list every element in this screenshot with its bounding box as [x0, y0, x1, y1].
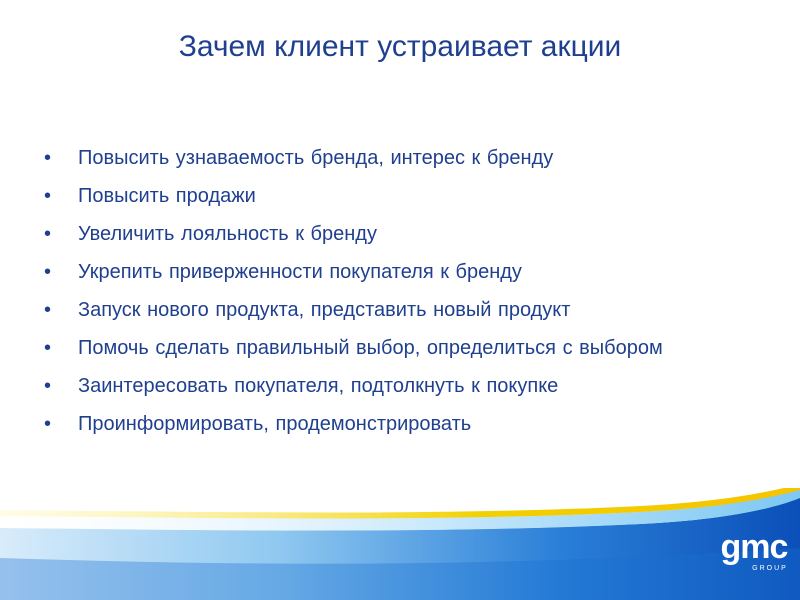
bullet-icon: •	[44, 299, 52, 321]
bullet-icon: •	[44, 261, 52, 283]
list-item	[44, 184, 754, 208]
list-item-text: Повысить продажи	[78, 185, 256, 207]
list-item	[44, 222, 754, 246]
list-item-text: Укрепить приверженности покупателя к бренду	[78, 261, 522, 283]
gmc-logo	[712, 526, 796, 572]
bullet-icon: •	[44, 185, 52, 207]
bullet-icon: •	[44, 223, 52, 245]
list-item-text: Заинтересовать покупателя, подтолкнуть к покупке	[78, 375, 559, 397]
bullet-list	[44, 146, 754, 450]
bullet-icon: •	[44, 147, 52, 169]
logo-subtext: GROUP	[752, 565, 788, 572]
list-item	[44, 412, 754, 436]
list-item-text: Повысить узнаваемость бренда, интерес к бренду	[78, 147, 554, 169]
bullet-icon: •	[44, 337, 52, 359]
list-item-text: Проинформировать, продемонстрировать	[78, 413, 472, 435]
list-item-text: Увеличить лояльность к бренду	[78, 223, 377, 245]
list-item-text: Помочь сделать правильный выбор, определиться с выбором	[78, 337, 663, 359]
list-item	[44, 336, 754, 360]
list-item-text: Запуск нового продукта, представить новый продукт	[78, 299, 571, 321]
list-item	[44, 260, 754, 284]
list-item	[44, 298, 754, 322]
list-item	[44, 374, 754, 398]
decorative-wave	[0, 488, 800, 600]
list-item	[44, 146, 754, 170]
bullet-icon: •	[44, 413, 52, 435]
slide-title: Зачем клиент устраивает акции	[178, 30, 622, 63]
logo-text: gmc	[720, 528, 788, 566]
bullet-icon: •	[44, 375, 52, 397]
